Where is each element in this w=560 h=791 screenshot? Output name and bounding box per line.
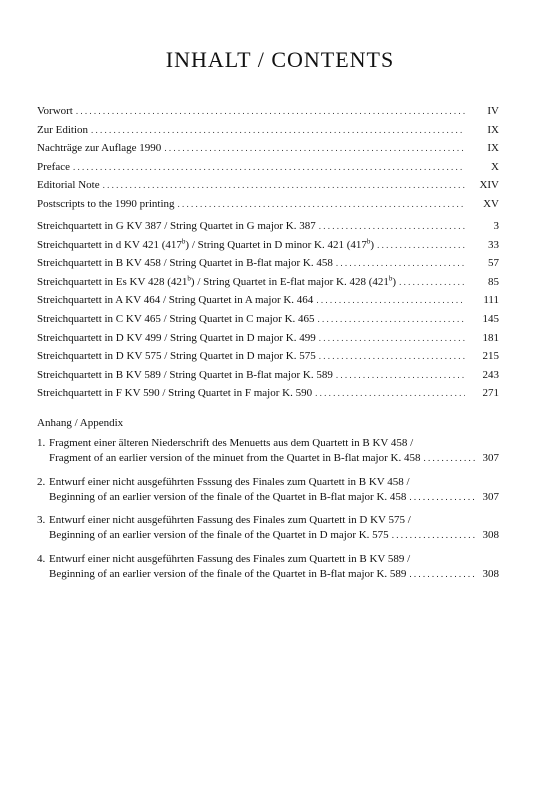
toc-entry-page: X [491,160,499,173]
appendix-heading: Anhang / Appendix [37,417,124,429]
appendix-entry [37,552,499,582]
appendix-entry-number: 4. [37,552,46,565]
toc-entry-page: IV [487,105,499,117]
appendix-entry-german: Entwurf einer nicht ausgeführten Fassung des Finales zum Quartett in B KV 589 / [49,552,411,565]
leader-dots [103,178,465,193]
toc-entry [37,368,499,387]
leader-dots [76,104,465,119]
leader-dots [91,123,465,138]
toc-entry-label: Streichquartett in d KV 421 (417$^b$) / String Quartet in D minor K. 421 (417$^b$) [37,236,375,251]
appendix-entry-number: 3. [37,514,46,526]
toc-entry-label: Streichquartett in G KV 387 / String Quartet in G major K. 387 [37,220,316,232]
toc-entry-label: Preface [37,160,70,173]
toc-entry-page: IX [487,142,499,155]
toc-entry [37,312,499,331]
toc-entry [37,238,499,257]
toc-entry-page: 145 [482,312,499,325]
toc-entry [37,275,499,294]
appendix-entry [37,436,499,466]
leader-dots [319,219,465,234]
appendix-entry-german: Entwurf einer nicht ausgeführten Fsssung des Finales zum Quartett in B KV 458 / [49,475,410,488]
toc-entry [37,219,499,238]
appendix-entry-german: Entwurf einer nicht ausgeführten Fassung des Finales zum Quartett in D KV 575 / [49,514,411,526]
leader-dots [319,349,465,364]
leader-dots [409,490,477,505]
toc-entry [37,141,499,160]
toc-entry-label: Editorial Note [37,179,100,192]
leader-dots [392,528,477,543]
front-matter-list [37,104,499,216]
toc-entry-page: 215 [482,350,499,363]
appendix-entry-english: Beginning of an earlier version of the finale of the Quartet in D major K. 575 [49,529,389,541]
leader-dots [409,567,477,582]
toc-entry [37,256,499,275]
leader-dots [73,160,465,175]
toc-entry-label: Vorwort [37,105,73,117]
toc-entry [37,197,499,216]
toc-entry [37,293,499,312]
leader-dots [319,331,465,346]
leader-dots [316,293,465,308]
appendix-list [37,436,499,590]
toc-entry-label: Postscripts to the 1990 printing [37,197,175,210]
leader-dots [164,141,465,156]
appendix-entry-number: 1. [37,437,46,449]
appendix-entry-german: Fragment einer älteren Niederschrift des Menuetts aus dem Quartett in B KV 458 / [49,437,414,449]
toc-entry-label: Streichquartett in Es KV 428 (421$^b$) / String Quartet in E-flat major K. 428 (421$^b$) [37,274,397,288]
toc-entry-page: XIV [479,179,499,192]
leader-dots [399,275,465,290]
toc-entry-label: Streichquartett in B KV 589 / String Quartet in B-flat major K. 589 [37,368,333,381]
leader-dots [336,368,465,383]
appendix-entry-page: 308 [482,529,499,541]
appendix-entry [37,513,499,543]
toc-entry [37,386,499,405]
leader-dots [336,256,465,271]
toc-entry-label: Streichquartett in D KV 499 / String Quartet in D major K. 499 [37,331,316,344]
toc-entry-label: Streichquartett in D KV 575 / String Quartet in D major K. 575 [37,350,316,363]
appendix-entry-page: 308 [482,567,499,580]
leader-dots [315,386,465,401]
appendix-entry [37,475,499,505]
leader-dots [318,312,465,327]
appendix-entry-english: Beginning of an earlier version of the finale of the Quartet in B-flat major K. 458 [49,490,407,503]
toc-entry-page: 3 [493,220,499,232]
toc-entry-label: Streichquartett in F KV 590 / String Quartet in F major K. 590 [37,387,313,400]
toc-entry-page: 33 [488,238,499,251]
toc-entry-label: Streichquartett in B KV 458 / String Quartet in B-flat major K. 458 [37,257,333,270]
toc-entry-page: 181 [482,331,499,344]
page-title: INHALT / CONTENTS [165,47,395,72]
toc-entry-page: 57 [488,257,499,270]
leader-dots [377,238,465,253]
toc-entry [37,349,499,368]
toc-entry [37,331,499,350]
appendix-entry-english: Beginning of an earlier version of the finale of the Quartet in B-flat major K. 589 [49,567,407,580]
toc-entry [37,104,499,123]
toc-entry-label: Zur Edition [37,123,89,136]
leader-dots [423,451,477,466]
leader-dots [178,197,466,212]
toc-entry-page: XV [483,197,499,210]
appendix-entry-page: 307 [482,490,499,503]
toc-entry [37,178,499,197]
toc-entry-page: 85 [488,275,499,288]
toc-entry-label: Streichquartett in A KV 464 / String Quartet in A major K. 464 [37,294,314,307]
works-list [37,219,499,405]
toc-entry-page: IX [487,123,499,136]
appendix-entry-page: 307 [482,452,499,464]
appendix-entry-number: 2. [37,475,46,488]
toc-entry-page: 111 [483,294,499,307]
toc-entry [37,160,499,179]
toc-entry-label: Nachträge zur Auflage 1990 [37,142,162,155]
toc-entry-page: 271 [482,387,499,400]
appendix-entry-english: Fragment of an earlier version of the minuet from the Quartet in B-flat major K. 458 [49,452,421,464]
toc-entry-label: Streichquartett in C KV 465 / String Quartet in C major K. 465 [37,312,315,325]
toc-entry [37,123,499,142]
toc-entry-page: 243 [482,368,499,381]
